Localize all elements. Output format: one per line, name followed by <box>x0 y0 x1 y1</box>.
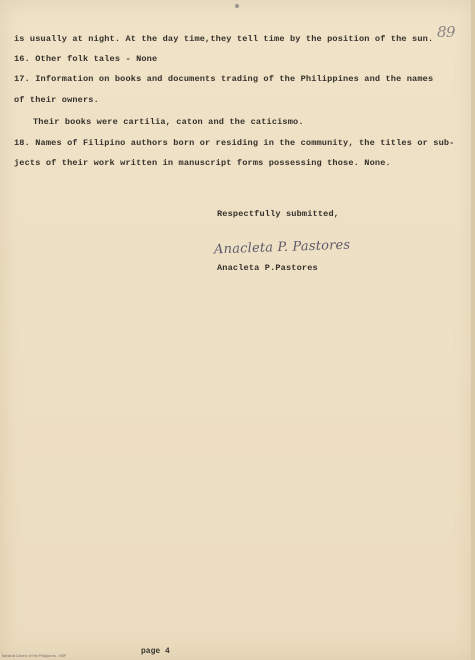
text-line-7: jects of their work written in manuscript forms possessing those. None. <box>14 158 391 168</box>
handwritten-page-number: 89 <box>437 23 456 41</box>
text-line-5: Their books were cartilia, caton and the caticismo. <box>33 117 304 127</box>
text-line-6: 18. Names of Filipino authors born or residing in the community, the titles or sub- <box>14 138 455 148</box>
closing-line: Respectfully submitted, <box>217 209 340 219</box>
footer-page-number: page 4 <box>141 647 170 656</box>
footer-credit: National Library of the Philippines - HDP <box>2 654 66 658</box>
handwritten-signature: Anacleta P. Pastores <box>213 237 351 258</box>
text-line-4: of their owners. <box>14 95 99 105</box>
text-line-3: 17. Information on books and documents trading of the Philippines and the names <box>14 74 434 84</box>
text-line-1: is usually at night. At the day time,they tell time by the position of the sun. <box>14 34 434 44</box>
page-edge <box>471 0 475 660</box>
typed-author-name: Anacleta P.Pastores <box>217 263 318 273</box>
text-line-2: 16. Other folk tales - None <box>14 54 158 64</box>
scan-dot-mark <box>235 4 239 8</box>
